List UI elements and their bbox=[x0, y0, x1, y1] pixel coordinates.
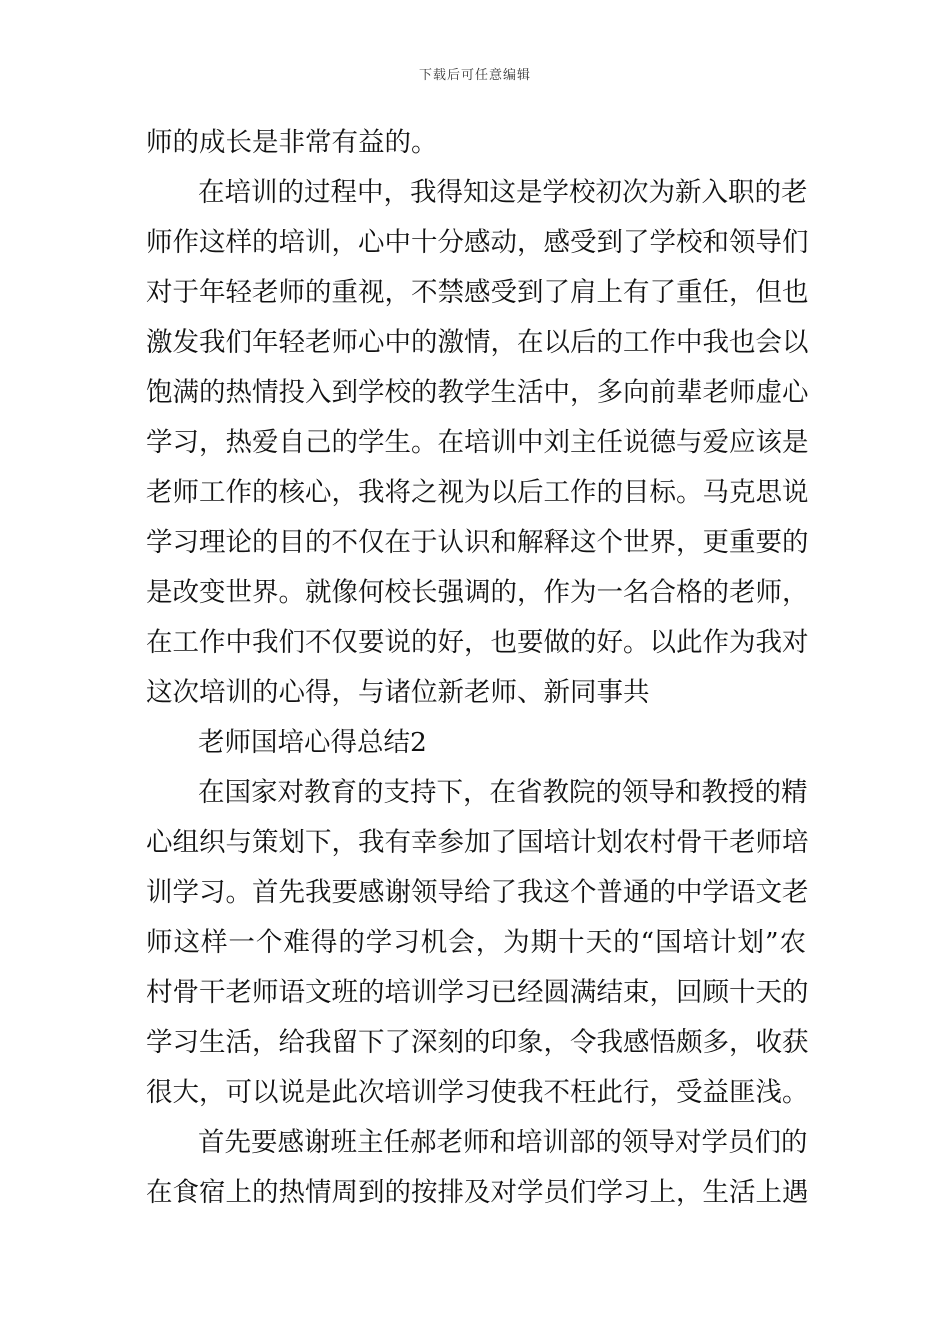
text-line: 心组织与策划下，我有幸参加了国培计划农村骨干老师培 bbox=[146, 827, 809, 858]
text-line: 饱满的热情投入到学校的教学生活中，多向前辈老师虚心 bbox=[146, 377, 809, 408]
text-line: 学习，热爱自己的学生。在培训中刘主任说德与爱应该是 bbox=[146, 427, 809, 458]
text-line: 这次培训的心得，与诸位新老师、新同事共 bbox=[146, 677, 650, 708]
text-line: 在工作中我们不仅要说的好，也要做的好。以此作为我对 bbox=[146, 627, 809, 658]
text-line: 在国家对教育的支持下，在省教院的领导和教授的精 bbox=[198, 777, 808, 808]
text-line: 老师工作的核心，我将之视为以后工作的目标。马克思说 bbox=[146, 477, 809, 508]
document-body bbox=[146, 118, 809, 1218]
text-line: 首先要感谢班主任郝老师和培训部的领导对学员们的 bbox=[198, 1127, 808, 1158]
header-note: 下载后可任意编辑 bbox=[418, 68, 531, 83]
text-line: 是改变世界。就像何校长强调的，作为一名合格的老师， bbox=[146, 577, 809, 608]
text-line: 学习理论的目的不仅在于认识和解释这个世界，更重要的 bbox=[146, 527, 809, 558]
text-line: 训学习。首先我要感谢领导给了我这个普通的中学语文老 bbox=[146, 877, 809, 908]
text-line: 很大，可以说是此次培训学习使我不枉此行，受益匪浅。 bbox=[146, 1077, 809, 1108]
text-line: 激发我们年轻老师心中的激情，在以后的工作中我也会以 bbox=[146, 327, 809, 358]
text-line: 在培训的过程中，我得知这是学校初次为新入职的老 bbox=[198, 177, 808, 208]
text-line: 在食宿上的热情周到的按排及对学员们学习上，生活上遇 bbox=[146, 1177, 809, 1208]
text-line: 学习生活，给我留下了深刻的印象，令我感悟颇多，收获 bbox=[146, 1027, 809, 1058]
text-line: 村骨干老师语文班的培训学习已经圆满结束，回顾十天的 bbox=[146, 977, 809, 1008]
text-line: 师作这样的培训，心中十分感动，感受到了学校和领导们 bbox=[146, 227, 809, 258]
text-line: 师的成长是非常有益的。 bbox=[146, 127, 438, 158]
section-heading: 老师国培心得总结2 bbox=[198, 727, 427, 758]
text-line: 师这样一个难得的学习机会，为期十天的“国培计划”农 bbox=[146, 927, 806, 958]
text-line: 对于年轻老师的重视，不禁感受到了肩上有了重任，但也 bbox=[146, 277, 809, 308]
